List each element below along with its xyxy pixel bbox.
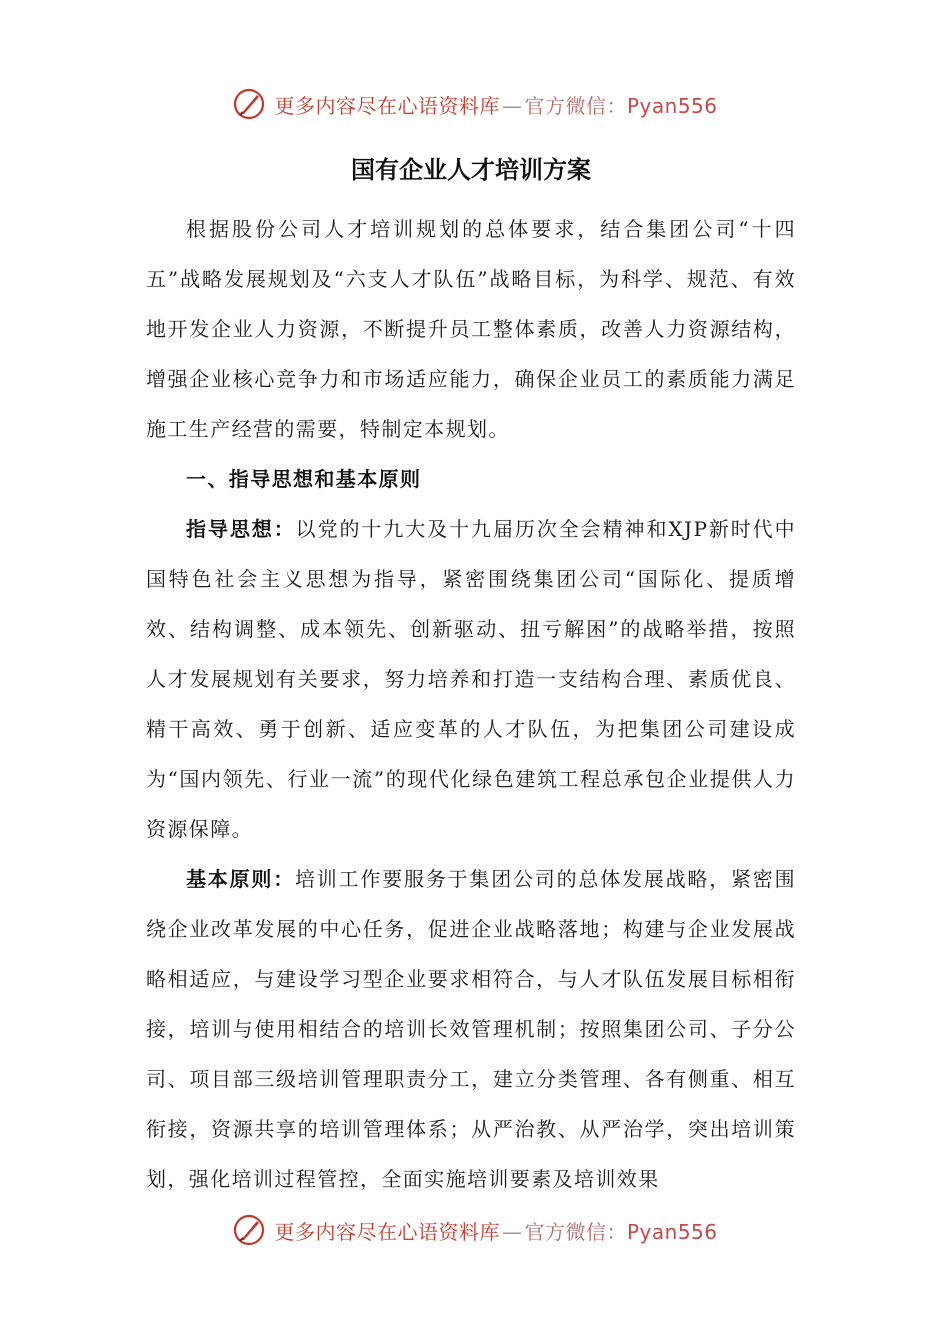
- watermark-wechat-id: Pyan556: [626, 1219, 718, 1244]
- watermark-text: [274, 1216, 717, 1245]
- watermark-separator: —: [501, 93, 523, 118]
- basic-principle-text: 培训工作要服务于集团公司的总体发展战略，紧密围绕企业改革发展的中心任务，促进企业战略落地；构建与企业发展战略相适应，与建设学习型企业要求相符合，与人才队伍发展目标相衔接，培训与使用相结合的培训长效管理机制；按照集团公司、子分公司、项目部三级培训管理职责分工，建立分类管理、各有侧重、相互衔接，资源共享的培训管理体系；从严治教、从严治学，突出培训策划，强化培训过程管控，全面实施培训要素及培训效果: [146, 867, 796, 1191]
- basic-principle-paragraph: [146, 854, 796, 1204]
- watermark-separator: —: [501, 1219, 523, 1244]
- watermark-brand: 更多内容尽在心语资料库: [274, 1219, 500, 1244]
- section-heading-1: 一、指导思想和基本原则: [186, 467, 422, 491]
- document-body: [146, 150, 796, 1204]
- watermark-wechat-id: Pyan556: [626, 93, 718, 118]
- watermark-header: [0, 82, 950, 126]
- quill-pen-in-circle-icon: [232, 1213, 266, 1247]
- watermark-official-label: 官方微信：: [524, 1219, 627, 1244]
- watermark-brand: 更多内容尽在心语资料库: [274, 93, 500, 118]
- watermark-official-label: 官方微信：: [524, 93, 627, 118]
- watermark-footer: [0, 1208, 950, 1252]
- basic-principle-label: 基本原则：: [186, 867, 295, 891]
- guiding-thought-label: 指导思想：: [186, 517, 296, 541]
- quill-pen-in-circle-icon: [232, 87, 266, 121]
- document-title: 国有企业人才培训方案: [351, 156, 591, 184]
- guiding-thought-paragraph: [146, 504, 796, 854]
- guiding-thought-text: 以党的十九大及十九届历次全会精神和XJP新时代中国特色社会主义思想为指导，紧密围绕集团公司“国际化、提质增效、结构调整、成本领先、创新驱动、扭亏解困”的战略举措，按照人才发展规划有关要求，努力培养和打造一支结构合理、素质优良、精干高效、勇于创新、适应变革的人才队伍，为把集团公司建设成为“国内领先、行业一流”的现代化绿色建筑工程总承包企业提供人力资源保障。: [146, 517, 797, 841]
- intro-paragraph: 根据股份公司人才培训规划的总体要求，结合集团公司“十四五”战略发展规划及“六支人才队伍”战略目标，为科学、规范、有效地开发企业人力资源，不断提升员工整体素质，改善人力资源结构，增强企业核心竞争力和市场适应能力，确保企业员工的素质能力满足施工生产经营的需要，特制定本规划。: [146, 217, 796, 441]
- watermark-text: [274, 90, 717, 119]
